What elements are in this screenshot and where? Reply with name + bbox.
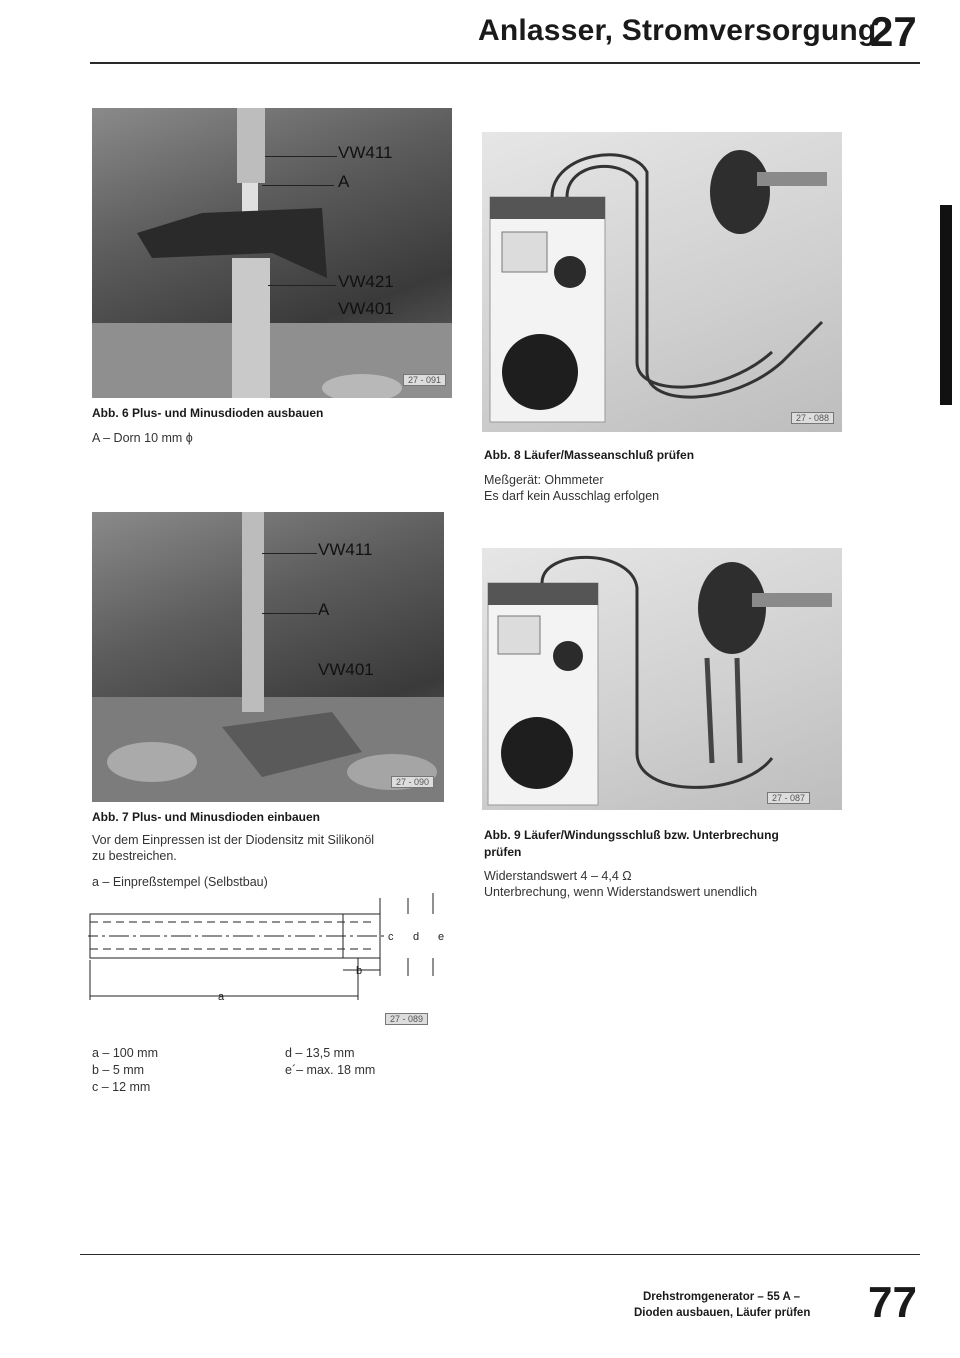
legend-a: a – 100 mm: [92, 1046, 159, 1060]
figure-9-text-line-2: Unterbrechung, wenn Widerstandswert unendlich: [484, 885, 758, 899]
figure-7-illustration: [92, 512, 444, 802]
figure-6-caption: Abb. 6 Plus- und Minusdioden ausbauen: [92, 406, 324, 420]
dim-label-d: d: [413, 931, 420, 943]
drawing-number: 27 - 089: [385, 1013, 428, 1025]
page-title: Anlasser, Stromversorgung: [478, 14, 877, 47]
figure-8-text-line-1: Meßgerät: Ohmmeter: [484, 473, 604, 487]
figure-9-illustration: [482, 548, 842, 810]
figure-6-note: A – Dorn 10 mm ϕ: [92, 431, 193, 445]
callout-vw421: VW421: [338, 272, 394, 291]
dim-label-b: b: [356, 965, 363, 977]
figure-8-photo-number: 27 - 088: [791, 412, 834, 424]
callout-line: [268, 285, 336, 286]
callout-line: [262, 613, 317, 614]
press-tool-drawing: [88, 888, 448, 1008]
callout-a: A: [338, 172, 350, 191]
figure-9-photo-number: 27 - 087: [767, 792, 810, 804]
figure-9-caption-line-2: prüfen: [484, 845, 522, 859]
figure-7-caption: Abb. 7 Plus- und Minusdioden einbauen: [92, 810, 320, 824]
figure-9-text-line-1: Widerstandswert 4 – 4,4 Ω: [484, 869, 632, 883]
legend-b: b – 5 mm: [92, 1063, 145, 1077]
figure-8-photo: [482, 132, 842, 432]
header-rule: [90, 62, 920, 64]
figure-9-caption-line-1: Abb. 9 Läufer/Windungsschluß bzw. Unterbrechung: [484, 828, 779, 842]
figure-6-photo: [92, 108, 452, 398]
callout-vw401: VW401: [318, 660, 374, 679]
figure-8-illustration: [482, 132, 842, 432]
figure-7-text-line-2: zu bestreichen.: [92, 849, 177, 863]
section-edge-marker: [940, 205, 952, 405]
dim-label-e: e: [438, 931, 445, 943]
chapter-number: 27: [870, 8, 917, 55]
figure-9-photo: [482, 548, 842, 810]
figure-7-photo: [92, 512, 444, 802]
figure-7-text-line-1: Vor dem Einpressen ist der Diodensitz mit Silikonöl: [92, 833, 375, 847]
callout-a: A: [318, 600, 330, 619]
callout-vw401: VW401: [338, 299, 394, 318]
figure-8-caption: Abb. 8 Läufer/Masseanschluß prüfen: [484, 448, 695, 462]
figure-6-photo-number: 27 - 091: [403, 374, 446, 386]
dim-label-c: c: [388, 931, 394, 943]
figure-6-illustration: [92, 108, 452, 398]
callout-line: [265, 156, 337, 157]
footer-rule: [80, 1254, 920, 1255]
callout-line: [262, 553, 317, 554]
callout-line: [262, 185, 334, 186]
callout-vw411: VW411: [318, 540, 373, 559]
footer-line-1: Drehstromgenerator – 55 A –: [643, 1291, 801, 1303]
legend-e: e´– max. 18 mm: [285, 1063, 376, 1077]
footer-line-2: Dioden ausbauen, Läufer prüfen: [634, 1307, 811, 1319]
legend-c: c – 12 mm: [92, 1080, 151, 1094]
figure-8-text-line-2: Es darf kein Ausschlag erfolgen: [484, 489, 660, 503]
dim-label-a: a: [218, 991, 225, 1003]
figure-7-note: a – Einpreßstempel (Selbstbau): [92, 875, 268, 889]
callout-vw411: VW411: [338, 143, 393, 162]
figure-7-photo-number: 27 - 090: [391, 776, 434, 788]
page-number: 77: [868, 1278, 917, 1327]
legend-d: d – 13,5 mm: [285, 1046, 355, 1060]
